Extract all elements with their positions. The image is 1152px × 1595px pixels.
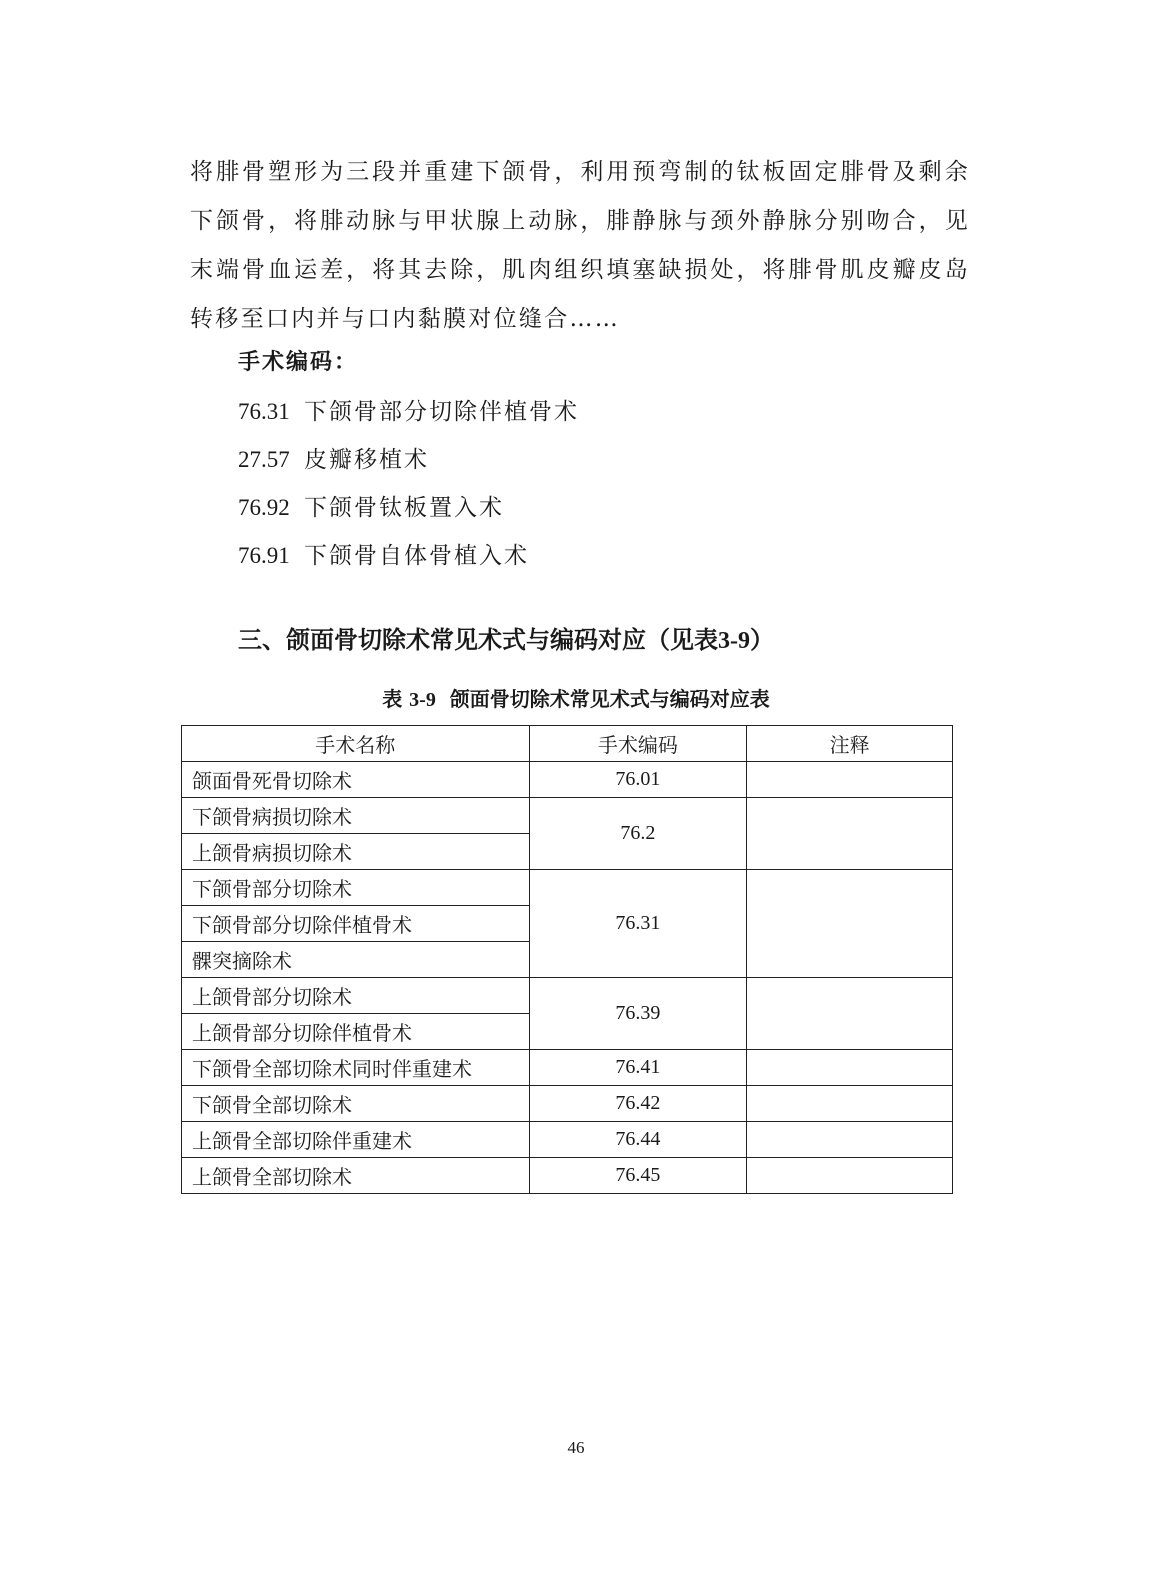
procedure-name-cell: 上颌骨病损切除术 [182,834,530,870]
note-cell [747,1086,953,1122]
table-row [182,1050,953,1086]
table-caption [0,684,1152,715]
table-row [182,870,953,906]
list-item [238,436,579,484]
procedure-name-cell: 下颌骨部分切除伴植骨术 [182,906,530,942]
procedure-code-cell: 76.45 [529,1158,747,1194]
procedure-name-cell: 上颌骨全部切除伴重建术 [182,1122,530,1158]
section-title-suffix: ） [750,626,774,654]
procedure-name-cell: 上颌骨部分切除伴植骨术 [182,1014,530,1050]
note-cell [747,870,953,978]
table-row [182,1122,953,1158]
procedure-name-cell: 下颌骨全部切除术同时伴重建术 [182,1050,530,1086]
section-title-ref: 3-9 [718,628,750,654]
procedure-code-cell: 76.44 [529,1122,747,1158]
section-title-prefix: 三、颌面骨切除术常见术式与编码对应（见表 [238,626,718,654]
list-item [238,484,579,532]
procedure-name-cell: 下颌骨全部切除术 [182,1086,530,1122]
procedure-name-cell: 髁突摘除术 [182,942,530,978]
procedure-code: 76.91 [238,543,290,568]
header-procedure-name: 手术名称 [182,726,530,762]
code-mapping-table [181,725,953,1194]
procedure-code-cell: 76.39 [529,978,747,1050]
note-cell [747,1158,953,1194]
procedure-code-list [238,388,579,580]
procedure-code-cell: 76.42 [529,1086,747,1122]
table-row [182,978,953,1014]
table-row [182,1086,953,1122]
procedure-code-cell: 76.01 [529,762,747,798]
table-row [182,1158,953,1194]
codes-heading: 手术编码： [238,349,359,375]
procedure-name-cell: 颌面骨死骨切除术 [182,762,530,798]
procedure-name: 下颌骨自体骨植入术 [304,543,529,569]
header-note: 注释 [747,726,953,762]
page-number: 46 [567,1438,585,1457]
note-cell [747,978,953,1050]
table-row [182,798,953,834]
list-item [238,532,579,580]
procedure-code: 76.31 [238,399,290,424]
procedure-code: 76.92 [238,495,290,520]
table-caption-number: 3-9 [409,689,436,711]
procedure-code-cell: 76.31 [529,870,747,978]
section-title [238,620,774,661]
note-cell [747,1122,953,1158]
note-cell [747,762,953,798]
procedure-name-cell: 上颌骨部分切除术 [182,978,530,1014]
body-paragraph: 将腓骨塑形为三段并重建下颌骨，利用预弯制的钛板固定腓骨及剩余下颌骨，将腓动脉与甲状腺上动脉，腓静脉与颈外静脉分别吻合，见末端骨血运差，将其去除，肌肉组织填塞缺损处，将腓骨肌皮瓣皮岛转移至口内并与口内黏膜对位缝合…… [190,159,970,332]
procedure-code: 27.57 [238,447,290,472]
list-item [238,388,579,436]
procedure-name-cell: 下颌骨部分切除术 [182,870,530,906]
note-cell [747,1050,953,1086]
procedure-name-cell: 下颌骨病损切除术 [182,798,530,834]
procedure-name: 下颌骨部分切除伴植骨术 [304,399,579,425]
note-cell [747,798,953,870]
procedure-name-cell: 上颌骨全部切除术 [182,1158,530,1194]
table-row [182,762,953,798]
procedure-name: 皮瓣移植术 [304,447,429,473]
table-caption-text: 颌面骨切除术常见术式与编码对应表 [449,687,770,711]
header-procedure-code: 手术编码 [529,726,747,762]
table-caption-label: 表 [382,687,403,711]
procedure-name: 下颌骨钛板置入术 [304,495,504,521]
table-header-row [182,726,953,762]
procedure-code-cell: 76.41 [529,1050,747,1086]
procedure-code-cell: 76.2 [529,798,747,870]
